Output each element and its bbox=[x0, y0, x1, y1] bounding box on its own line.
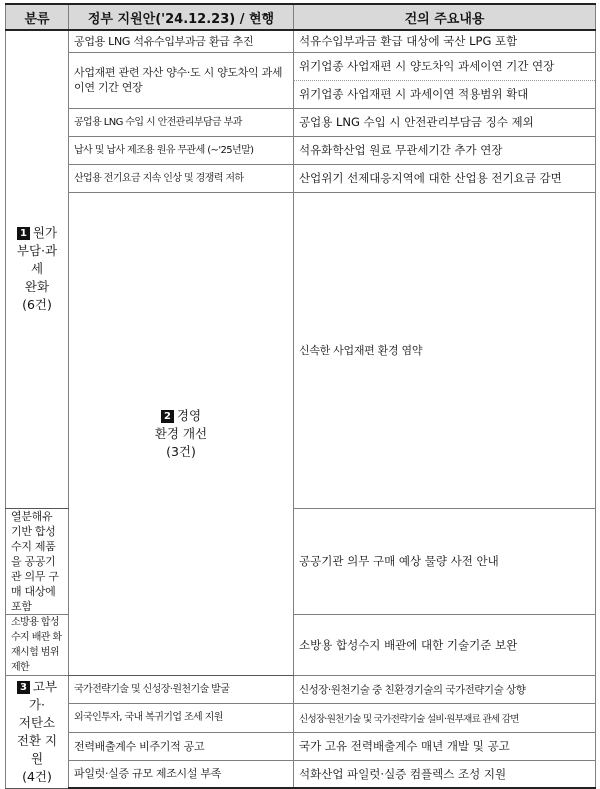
header-issues: 건의 주요내용 bbox=[294, 4, 596, 30]
table-row bbox=[6, 52, 596, 80]
table-row bbox=[6, 30, 596, 52]
government-cell: 전력배출계수 비주기적 공고 bbox=[69, 732, 294, 760]
header-category: 분류 bbox=[6, 4, 69, 30]
category-title: 고부가· bbox=[28, 678, 58, 712]
government-cell: 납사 및 납사 제조용 원유 무관세 (~'25년말) bbox=[69, 136, 294, 164]
header-government: 정부 지원안('24.12.23) / 현행 bbox=[69, 4, 294, 30]
header-row bbox=[6, 4, 596, 30]
category-title: 부담·과세 bbox=[16, 243, 58, 277]
category-count: (4건) bbox=[22, 768, 52, 784]
table-row bbox=[6, 675, 596, 703]
government-cell: 공업용 LNG 석유수입부과금 환급 추진 bbox=[69, 30, 294, 52]
issue-cell: 위기업종 사업재편 시 양도차익 과세이연 기간 연장 bbox=[294, 52, 596, 80]
government-cell: 소방용 합성수지 배관 화재시험 범위 제한 bbox=[6, 614, 69, 675]
table-row bbox=[6, 108, 596, 136]
category-title: 전환 지원 bbox=[16, 732, 58, 766]
government-cell: 공업용 LNG 수입 시 안전관리부담금 부과 bbox=[69, 108, 294, 136]
section-number-badge: 1 bbox=[17, 227, 30, 240]
government-cell: 산업용 전기요금 지속 인상 및 경쟁력 저하 bbox=[69, 164, 294, 192]
issue-cell: 석화산업 파일럿·실증 컴플렉스 조성 지원 bbox=[294, 760, 596, 788]
category-count: (3건) bbox=[166, 443, 196, 459]
section-number-badge: 3 bbox=[17, 681, 30, 694]
table-row bbox=[6, 760, 596, 788]
section-number-badge: 2 bbox=[161, 410, 174, 423]
government-cell: 파일럿·실증 규모 제조시설 부족 bbox=[69, 760, 294, 788]
issue-cell: 공업용 LNG 수입 시 안전관리부담금 징수 제외 bbox=[294, 108, 596, 136]
issue-cell: 위기업종 사업재편 시 과세이연 적용범위 확대 bbox=[294, 80, 596, 108]
table-row bbox=[6, 136, 596, 164]
category-title: 완화 bbox=[24, 279, 50, 295]
government-cell: 열분해유 기반 합성수지 제품을 공공기관 의무 구매 대상에 포함 bbox=[6, 508, 69, 614]
category-title: 저탄소 bbox=[18, 714, 56, 730]
government-cell: 신속한 사업재편 환경 염약 bbox=[294, 192, 596, 508]
table-row bbox=[6, 703, 596, 732]
category-cell-3 bbox=[6, 675, 69, 788]
government-cell: 국가전략기술 및 신성장·원천기술 발굴 bbox=[69, 675, 294, 703]
table-row bbox=[6, 732, 596, 760]
issue-cell: 석유수입부과금 환급 대상에 국산 LPG 포함 bbox=[294, 30, 596, 52]
policy-table bbox=[5, 3, 596, 789]
table-row bbox=[6, 164, 596, 192]
issue-cell: 신성장·원천기술 중 친환경기술의 국가전략기술 상향 bbox=[294, 675, 596, 703]
issue-cell: 신성장·원천기술 및 국가전략기술 설비·원부재료 관세 감면 bbox=[294, 703, 596, 732]
category-title: 경영 bbox=[176, 407, 202, 423]
issue-cell: 국가 고유 전력배출계수 매년 개발 및 공고 bbox=[294, 732, 596, 760]
category-count: (6건) bbox=[22, 297, 52, 313]
table-row bbox=[6, 192, 596, 508]
government-cell: 사업재편 관련 자산 양수·도 시 양도차익 과세이연 기간 연장 bbox=[69, 52, 294, 108]
category-cell-2 bbox=[69, 192, 294, 675]
issue-cell: 석유화학산업 원료 무관세기간 추가 연장 bbox=[294, 136, 596, 164]
issue-cell: 산업위기 선제대응지역에 대한 산업용 전기요금 감면 bbox=[294, 164, 596, 192]
category-title: 환경 개선 bbox=[154, 425, 208, 441]
government-cell: 외국인투자, 국내 복귀기업 조세 지원 bbox=[69, 703, 294, 732]
category-cell-1 bbox=[6, 30, 69, 508]
issue-cell: 소방용 합성수지 배관에 대한 기술기준 보완 bbox=[294, 614, 596, 675]
category-title: 원가 bbox=[32, 225, 58, 241]
issue-cell: 공공기관 의무 구매 예상 물량 사전 안내 bbox=[294, 508, 596, 614]
